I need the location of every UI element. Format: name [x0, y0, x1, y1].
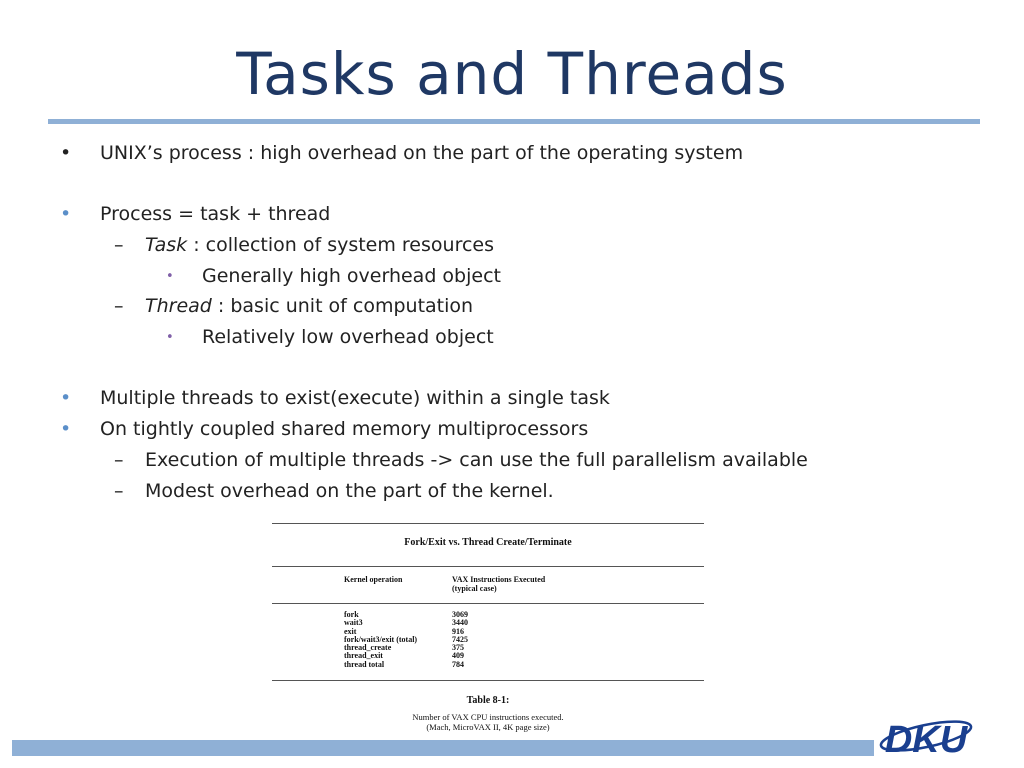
sub-sub-bullet-marker: • [166, 330, 174, 345]
operation-column [344, 611, 417, 669]
dku-logo [876, 708, 976, 760]
sub-bullet-marker: – [114, 234, 124, 256]
bullet-multiple-threads: Multiple threads to exist(execute) within a single task [100, 387, 610, 409]
table-cell-value: 784 [452, 659, 464, 669]
term-thread: Thread [145, 295, 212, 317]
column-header-instructions-line1: VAX Instructions Executed [452, 575, 546, 584]
table-cell-op: thread_exit [344, 651, 383, 661]
bullet-marker: • [60, 387, 72, 409]
column-header-instructions-line2: (typical case) [452, 584, 497, 593]
logo-text: DKU [884, 719, 968, 760]
bullet-unix-process: UNIX’s process : high overhead on the part of the operating system [100, 142, 744, 164]
sub-bullet-kernel-overhead: Modest overhead on the part of the kernel. [145, 480, 554, 502]
term-task: Task [145, 234, 188, 256]
slide-title: Tasks and Threads [236, 40, 788, 108]
sub-sub-bullet-task-overhead: Generally high overhead object [202, 265, 501, 287]
table-cell-value: 7425 [452, 634, 468, 644]
table-top-rule [272, 523, 704, 524]
table-caption-title: Table 8-1: [466, 695, 510, 706]
table-cell-op: exit [344, 626, 357, 636]
sub-bullet-task [145, 230, 494, 261]
sub-bullet-marker: – [114, 295, 124, 317]
table-cell-op: wait3 [344, 618, 363, 628]
table-title: Fork/Exit vs. Thread Create/Terminate [404, 537, 572, 548]
bullet-process-equation: Process = task + thread [100, 203, 331, 225]
table-cell-value: 3440 [452, 618, 468, 628]
sub-bullet-marker: – [114, 480, 124, 502]
bullet-marker: • [60, 418, 72, 440]
footer-bar [12, 740, 874, 756]
table-cell-value: 409 [452, 651, 464, 661]
table-cell-value: 3069 [452, 610, 468, 619]
table-cell-op: fork/wait3/exit (total) [344, 634, 418, 644]
sub-bullet-parallelism: Execution of multiple threads -> can use the full parallelism available [145, 449, 808, 471]
column-header-instructions [452, 575, 545, 593]
value-column [452, 611, 468, 669]
table-cell-op: thread_create [344, 643, 392, 653]
sub-bullet-thread [145, 291, 473, 322]
table-caption-line2: (Mach, MicroVAX II, 4K page size) [426, 722, 550, 732]
table-caption [272, 712, 704, 732]
table-header-rule [272, 603, 704, 604]
table-cell-op: fork [344, 610, 359, 619]
table-caption-line1: Number of VAX CPU instructions executed. [412, 712, 564, 722]
bullet-multiprocessors: On tightly coupled shared memory multiprocessors [100, 418, 589, 440]
table-cell-value: 375 [452, 643, 464, 653]
task-definition: : collection of system resources [187, 234, 494, 256]
table-bottom-rule [272, 680, 704, 681]
vax-instruction-table [272, 523, 704, 681]
bullet-marker: • [60, 142, 72, 164]
sub-sub-bullet-marker: • [166, 269, 174, 284]
bullet-marker: • [60, 203, 72, 225]
thread-definition: : basic unit of computation [211, 295, 474, 317]
table-cell-op: thread total [344, 659, 385, 669]
column-header-operation: Kernel operation [344, 575, 403, 584]
sub-sub-bullet-thread-overhead: Relatively low overhead object [202, 326, 494, 348]
sub-bullet-marker: – [114, 449, 124, 471]
title-divider [48, 119, 980, 124]
table-cell-value: 916 [452, 626, 464, 636]
table-title-rule [272, 566, 704, 567]
